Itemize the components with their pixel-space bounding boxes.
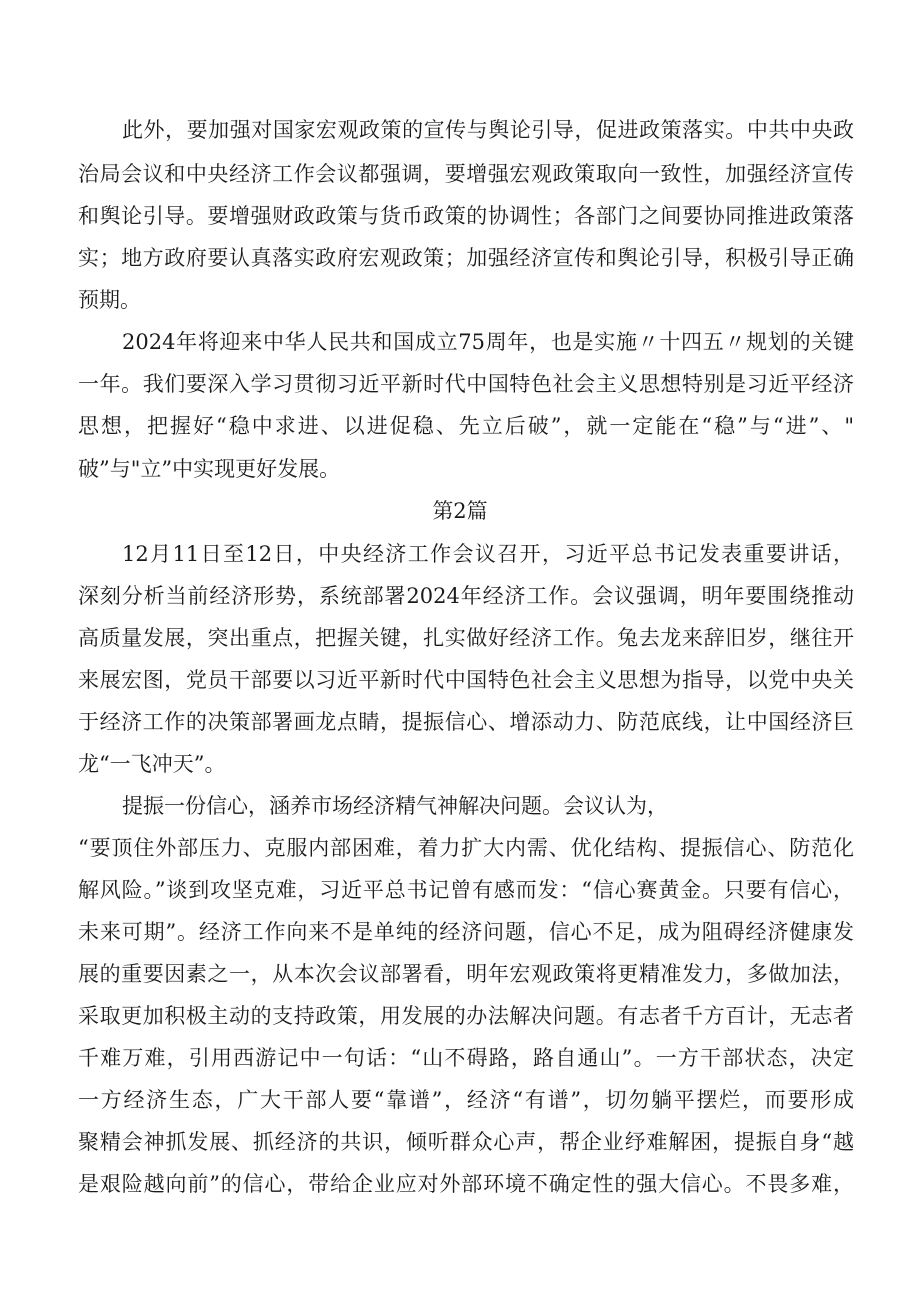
paragraph-line: 破”与"立”中实现更好发展。 [78, 457, 341, 481]
paragraph-line: 千难万难，引用西游记中一句话：“山不碍路，路自通山”。一方干部状态，决定 [78, 1046, 854, 1070]
paragraph-line: 于经济工作的决策部署画龙点睛，提振信心、增添动力、防范底线，让中国经济巨 [78, 710, 854, 734]
paragraph-line: 采取更加积极主动的支持政策，用发展的办法解决问题。有志者千方百计，无志者 [78, 1004, 854, 1028]
paragraph-line: “要顶住外部压力、克服内部困难，着力扩大内需、优化结构、提振信心、防范化 [78, 836, 854, 860]
paragraph-line: 来展宏图，党员干部要以习近平新时代中国特色社会主义思想为指导，以党中央关 [78, 668, 854, 692]
paragraph-line: 高质量发展，突出重点，把握关键，扎实做好经济工作。兔去龙来辞旧岁，继往开 [78, 626, 854, 650]
paragraph-line: 12月11日至12日，中央经济工作会议召开，习近平总书记发表重要讲话， [122, 542, 854, 566]
paragraph-line: 提振一份信心，涵养市场经济精气神解决问题。会议认为， [122, 794, 668, 818]
paragraph-line: 思想，把握好“稳中求进、以进促稳、先立后破”，就一定能在“稳”与“进”、" [78, 414, 854, 438]
paragraph-line: 解风险。”谈到攻坚克难，习近平总书记曾有感而发：“信心赛黄金。只要有信心， [78, 878, 854, 902]
paragraph-line: 深刻分析当前经济形势，系统部署2024年经济工作。会议强调，明年要围绕推动 [78, 584, 854, 608]
paragraph-line: 聚精会神抓发展、抓经济的共识，倾听群众心声，帮企业纾难解困，提振自身“越 [78, 1130, 854, 1154]
paragraph-line: 此外，要加强对国家宏观政策的宣传与舆论引导，促进政策落实。中共中央政 [122, 118, 854, 142]
paragraph-line: 2024年将迎来中华人民共和国成立75周年，也是实施〃十四五〃规划的关键 [122, 330, 854, 354]
paragraph-line: 一年。我们要深入学习贯彻习近平新时代中国特色社会主义思想特别是习近平经济 [78, 372, 854, 396]
paragraph-line: 治局会议和中央经济工作会议都强调，要增强宏观政策取向一致性，加强经济宣传 [78, 162, 854, 186]
paragraph-line: 展的重要因素之一，从本次会议部署看，明年宏观政策将更精准发力，多做加法， [78, 962, 854, 986]
paragraph-line: 和舆论引导。要增强财政政策与货币政策的协调性；各部门之间要协同推进政策落 [78, 204, 854, 228]
paragraph-line: 是艰险越向前”的信心，带给企业应对外部环境不确定性的强大信心。不畏多难， [78, 1172, 854, 1196]
paragraph-line: 龙“一飞冲天”。 [78, 752, 226, 776]
section-heading: 第2篇 [432, 499, 488, 523]
paragraph-line: 未来可期”。经济工作向来不是单纯的经济问题，信心不足，成为阻碍经济健康发 [78, 920, 854, 944]
paragraph-line: 实；地方政府要认真落实政府宏观政策；加强经济宣传和舆论引导，积极引导正确 [78, 246, 854, 270]
paragraph-line: 预期。 [78, 288, 141, 312]
paragraph-line: 一方经济生态，广大干部人要“靠谱”，经济“有谱”，切勿躺平摆烂，而要形成 [78, 1088, 854, 1112]
